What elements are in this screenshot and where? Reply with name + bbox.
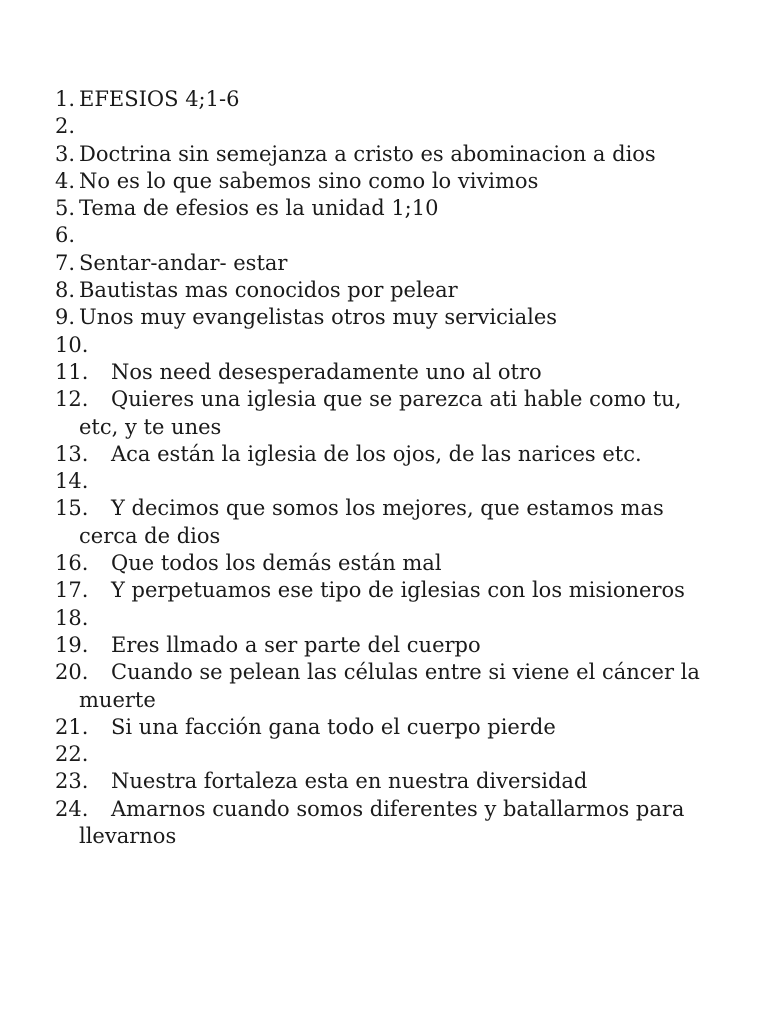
list-item [55,386,715,441]
item-number: 24. [55,796,89,821]
item-number: 8. [55,278,76,303]
item-number: 5. [55,196,76,221]
item-text: Eres llmado a ser parte del cuerpo [111,632,481,657]
item-text: Y decimos que somos los mejores, que estamos mas cerca de dios [79,496,664,548]
item-number: 13. [55,441,89,466]
item-text: Si una facción gana todo el cuerpo pierde [111,714,556,739]
list-item [55,195,715,222]
item-text: Que todos los demás están mal [111,551,442,576]
item-text: Amarnos cuando somos diferentes y batallarmos para llevarnos [79,796,685,849]
item-number: 18. [55,605,89,630]
list-item [55,495,715,550]
list-item [55,441,715,468]
list-item [55,768,715,795]
list-item [55,141,715,168]
item-number: 7. [55,250,76,275]
list-item [55,605,715,632]
item-number: 10. [55,332,89,357]
list-item [55,250,715,277]
item-text: Doctrina sin semejanza a cristo es abominacion a dios [79,141,656,166]
list-item [55,468,715,495]
list-item [55,222,715,249]
list-item [55,304,715,331]
list-item [55,741,715,768]
item-text: Sentar-andar- estar [79,250,288,275]
list-item [55,796,715,851]
list-item [55,632,715,659]
list-item [55,86,715,113]
list-item [55,277,715,304]
item-text: Unos muy evangelistas otros muy serviciales [79,305,558,330]
item-number: 23. [55,769,89,794]
item-number: 2. [55,114,76,139]
list-item [55,550,715,577]
item-text: Nuestra fortaleza esta en nuestra diversidad [111,769,588,794]
item-number: 15. [55,496,89,521]
item-text: EFESIOS 4;1-6 [79,87,240,111]
list-item [55,359,715,386]
item-text: Nos need desesperadamente uno al otro [111,359,542,384]
item-number: 11. [55,359,89,384]
item-text: Quieres una iglesia que se parezca ati hable como tu, etc, y te unes [79,387,682,439]
item-number: 21. [55,714,89,739]
item-text: Cuando se pelean las células entre si viene el cáncer la muerte [79,660,700,712]
item-number: 4. [55,168,76,193]
item-text: Bautistas mas conocidos por pelear [79,278,458,303]
item-number: 3. [55,141,76,166]
item-number: 12. [55,387,89,412]
item-number: 17. [55,578,89,603]
item-number: 9. [55,305,76,330]
item-number: 20. [55,660,89,685]
item-number: 14. [55,469,89,494]
item-number: 19. [55,632,89,657]
item-text: Y perpetuamos ese tipo de iglesias con los misioneros [111,578,685,603]
item-text: Tema de efesios es la unidad 1;10 [79,196,439,221]
list-item [55,659,715,714]
list-item [55,577,715,604]
list-item [55,332,715,359]
item-text: No es lo que sabemos sino como lo vivimos [79,168,539,193]
list-item [55,714,715,741]
notes-list [55,86,715,850]
item-number: 22. [55,742,89,767]
list-item [55,168,715,195]
item-number: 6. [55,223,76,248]
list-item [55,113,715,140]
item-number: 16. [55,551,89,576]
item-number: 1. [55,87,76,111]
item-text: Aca están la iglesia de los ojos, de las narices etc. [111,441,642,466]
